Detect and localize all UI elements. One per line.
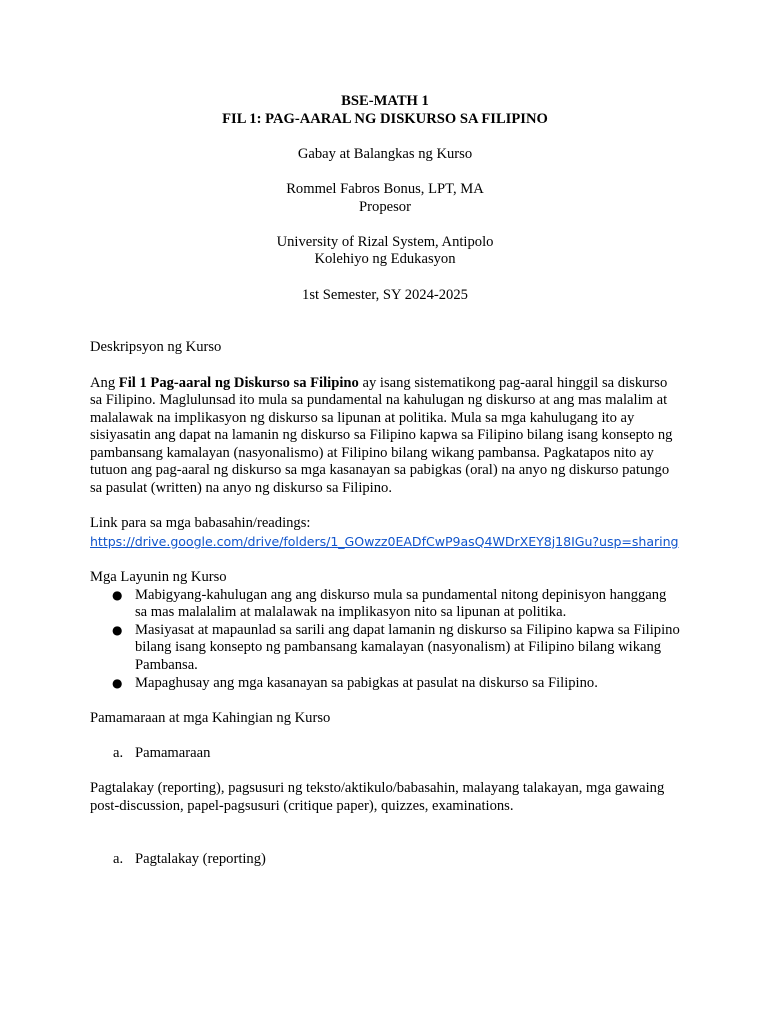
bullet-icon: ●	[112, 675, 123, 690]
professor-role: Propesor	[359, 198, 411, 215]
methods-paragraph: Pagtalakay (reporting), pagsusuri ng teksto/aktikulo/babasahin, malayang talakayan, mga gawaing post-discussion, papel-pagsusuri (critique paper), quizzes, examinations.	[90, 780, 665, 814]
description-body: ay isang sistematikong pag-aaral hinggil sa diskurso sa Filipino. Maglulunsad ito mula sa pundamental na kahulugan ng diskurso at ang mas malalim at malalawak na implikasyon ng diskurso sa lipunan at politika. Mula sa mga kahulugang ito ay sisiyasatin ang dapat na lamanin ng diskurso sa Filipino kapwa sa Filipino bilang isang konsepto ng pambansang kamalayan (nasyonalismo) at Filipino bilang wikang pambansa. Pagkatapos nito ay tutuon ang pag-aaral ng diskurso sa mga kasanayan sa pabigkas (oral) na anyo ng diskurso patungo sa pasulat (written) na anyo ng diskurso sa Filipino.	[90, 374, 673, 497]
program-heading: BSE-MATH 1	[341, 93, 429, 109]
bullet-icon: ●	[112, 622, 123, 637]
list-item: ● Masiyasat at mapaunlad sa sarili ang dapat lamanin ng diskurso sa Filipino kapwa sa Filipino bilang isang konsepto ng pambansang kamalayan (nasyonalism) at Filipino bilang wikang Pambansa.	[112, 621, 680, 673]
description-paragraph	[90, 375, 680, 498]
readings-link[interactable]: https://drive.google.com/drive/folders/1_GOwzz0EADfCwP9asQ4WDrXEY8j18IGu?usp=sharing	[90, 533, 679, 549]
guide-subtitle: Gabay at Balangkas ng Kurso	[297, 145, 473, 162]
course-title: FIL 1: PAG-AARAL NG DISKURSO SA FILIPINO	[222, 110, 548, 127]
professor-name: Rommel Fabros Bonus, LPT, MA	[286, 180, 484, 197]
description-heading: Deskripsyon ng Kurso	[90, 339, 222, 356]
document-page	[90, 93, 680, 868]
description-lead: Ang	[90, 374, 119, 391]
readings-label: Link para sa mga babasahin/readings:	[90, 515, 311, 532]
course-name: Fil 1 Pag-aaral ng Diskurso sa Filipino	[118, 374, 359, 391]
methods-subheading: a. Pamamaraan	[113, 744, 211, 761]
college-name: Kolehiyo ng Edukasyon	[314, 251, 456, 268]
methods-heading: Pamamaraan at mga Kahingian ng Kurso	[90, 709, 331, 726]
list-item: ● Mabigyang-kahulugan ang ang diskurso mula sa pundamental nitong depinisyon hanggang sa mas malalalim at malalawak na implikasyon nito sa lipunan at politika.	[112, 586, 667, 621]
list-marker: a.	[113, 744, 124, 761]
bullet-icon: ●	[112, 587, 123, 602]
list-marker: a.	[113, 850, 124, 867]
semester-line: 1st Semester, SY 2024-2025	[302, 286, 468, 303]
list-item: ● Mapaghusay ang mga kasanayan sa pabigkas at pasulat na diskurso sa Filipino.	[112, 674, 598, 691]
reporting-subheading: a. Pagtalakay (reporting)	[113, 850, 266, 867]
objectives-heading: Mga Layunin ng Kurso	[90, 569, 227, 586]
objectives-list	[90, 587, 680, 693]
university-name: University of Rizal System, Antipolo	[276, 233, 494, 250]
